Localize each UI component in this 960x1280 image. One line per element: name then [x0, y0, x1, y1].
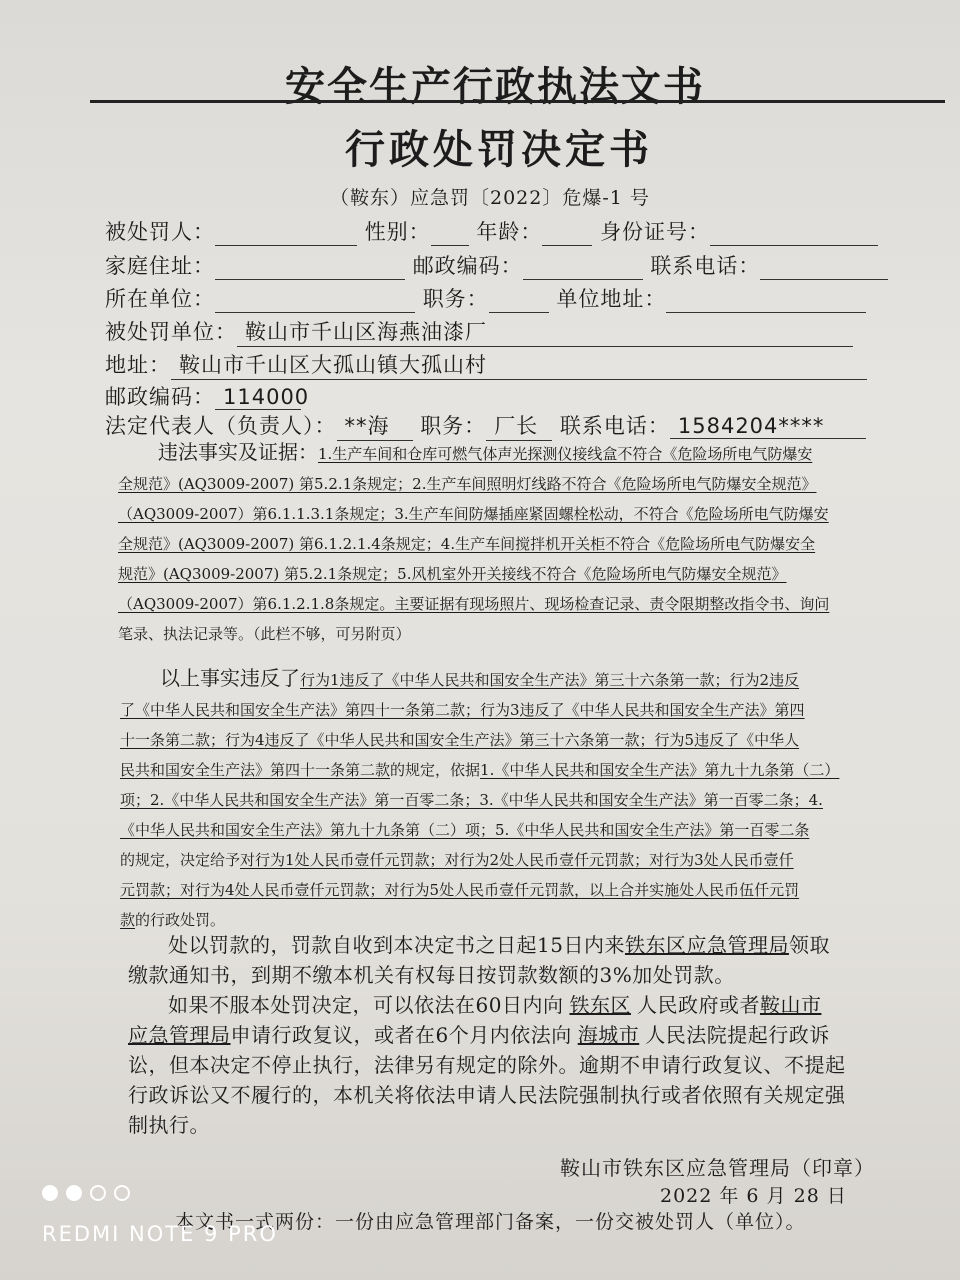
facts-line-1: 1.生产车间和仓库可燃气体声光探测仪接线盒不符合《危险场所电气防爆安	[318, 445, 813, 463]
facts-line-6: （AQ3009-2007）第6.1.2.1.8条规定。主要证据有现场照片、现场检查记录、责令限期整改指令书、询问	[118, 595, 830, 613]
unit-phone-label: 联系电话：	[559, 414, 670, 438]
person-age-label: 年龄：	[476, 220, 543, 244]
payment-line-1a: 处以罚款的，罚款自收到本决定书之日起15日内来	[168, 933, 625, 957]
violations-line-4b: 的规定，依据	[390, 761, 481, 779]
series-title: 安全生产行政执法文书	[285, 63, 705, 110]
violations-section	[120, 663, 890, 935]
watermark-dot-filled	[42, 1185, 58, 1201]
unit-postcode-value: 114000	[215, 385, 301, 410]
person-gender-field	[431, 225, 469, 246]
appeal-agency-2: 应急管理局	[128, 1023, 231, 1047]
appeal-gov: 铁东区	[569, 993, 631, 1017]
appeal-line-2b: 人民法院提起行政诉	[645, 1023, 830, 1047]
payment-agency: 铁东区应急管理局	[624, 933, 789, 957]
person-age-field	[542, 225, 592, 246]
facts-line-5: 规范》(AQ3009-2007) 第5.2.1条规定；5.风机室外开关接线不符合《危险场所电气防爆安全规范》	[118, 565, 787, 583]
appeal-line-3: 讼，但本决定不停止执行，法律另有规定的除外。逾期不申请行政复议、不提起	[128, 1053, 846, 1077]
camera-watermark-text: REDMI NOTE 9 PRO	[42, 1222, 278, 1246]
appeal-line-2a: 申请行政复议，或者在6个月内依法向	[230, 1023, 572, 1047]
issue-date: 2022 年 6 月 28 日	[660, 1185, 847, 1207]
person-employer-address-field	[666, 292, 866, 313]
unit-position-label: 职务：	[420, 414, 487, 438]
header-rule	[90, 100, 945, 103]
unit-postcode-row	[105, 381, 310, 411]
facts-line-4: 全规范》(AQ3009-2007) 第6.1.2.1.4条规定；4.生产车间搅拌机开关柜不符合《危险场所电气防爆安全	[118, 535, 816, 553]
appeal-court: 海城市	[577, 1023, 640, 1047]
camera-watermark-dots	[42, 1185, 130, 1201]
watermark-dot-outline	[90, 1185, 106, 1201]
person-position-label: 职务：	[422, 287, 489, 311]
unit-name-label: 被处罚单位：	[105, 320, 237, 344]
unit-name-value: 鞍山市千山区海燕油漆厂	[237, 316, 853, 347]
appeal-section	[128, 990, 888, 1140]
facts-label: 违法事实及证据：	[158, 440, 318, 464]
person-row-1	[105, 216, 878, 246]
person-phone-label: 联系电话：	[650, 254, 761, 278]
violations-line-9a: 款	[120, 911, 136, 929]
issuer: 鞍山市铁东区应急管理局（印章）	[560, 1156, 875, 1180]
violations-line-5: 项；2.《中华人民共和国安全生产法》第一百零二条；3.《中华人民共和国安全生产法》第一百零二条；4.	[120, 791, 823, 809]
person-gender-label: 性别：	[364, 220, 431, 244]
person-position-field	[489, 292, 549, 313]
person-postcode-field	[523, 259, 643, 280]
facts-line-7: 笔录、执法记录等。（此栏不够，可另附页）	[118, 625, 411, 643]
unit-position-value: 厂长	[486, 410, 552, 441]
person-address-field	[215, 259, 405, 280]
person-postcode-label: 邮政编码：	[412, 254, 523, 278]
unit-postcode-label: 邮政编码：	[105, 385, 215, 409]
violations-line-3: 十一条第二款；行为4违反了《中华人民共和国安全生产法》第三十六条第一款；行为5违反了《中华人	[120, 731, 800, 749]
facts-section	[118, 437, 888, 649]
person-row-3	[105, 283, 866, 313]
person-employer-address-label: 单位地址：	[556, 287, 667, 311]
facts-line-3: （AQ3009-2007）第6.1.1.3.1条规定；3.生产车间防爆插座紧固螺栓松动，不符合《危险场所电气防爆安	[118, 505, 829, 523]
appeal-line-5: 制执行。	[128, 1113, 210, 1137]
violations-line-7a: 的规定，决定给予	[120, 851, 241, 869]
unit-address-label: 地址：	[105, 353, 171, 377]
watermark-dot-filled	[66, 1185, 82, 1201]
violations-line-1: 行为1违反了《中华人民共和国安全生产法》第三十六条第一款；行为2违反	[300, 671, 800, 689]
person-phone-field	[760, 259, 888, 280]
person-employer-label: 所在单位：	[105, 287, 215, 311]
violations-line-4c: 1.《中华人民共和国安全生产法》第九十九条第（二）	[480, 761, 840, 779]
payment-line-1b: 领取	[788, 933, 830, 957]
appeal-line-1a: 如果不服本处罚决定，可以依法在60日内向	[168, 993, 564, 1017]
unit-address-value: 鞍山市千山区大孤山镇大孤山村	[171, 349, 867, 380]
person-id-field	[710, 225, 878, 246]
violations-line-8: 元罚款；对行为4处人民币壹仟元罚款；对行为5处人民币壹仟元罚款，以上合并实施处人民币伍仟元罚	[120, 881, 800, 899]
appeal-agency-1: 鞍山市	[759, 993, 822, 1017]
violations-line-2: 了《中华人民共和国安全生产法》第四十一条第二款；行为3违反了《中华人民共和国安全生产法》第四	[120, 701, 805, 719]
unit-rep-value: **海	[337, 410, 413, 441]
unit-phone-value: 1584204****	[670, 414, 866, 439]
appeal-line-4: 行政诉讼又不履行的，本机关将依法申请人民法院强制执行或者依照有关规定强	[128, 1083, 846, 1107]
violations-line-4a: 民共和国安全生产法》第四十一条第二款	[120, 761, 391, 779]
violations-line-9b: 的行政处罚。	[135, 911, 226, 929]
appeal-line-1b: 人民政府或者	[636, 993, 760, 1017]
violations-line-6: 《中华人民共和国安全生产法》第九十九条第（二）项；5.《中华人民共和国安全生产法》第一百零二条	[120, 821, 810, 839]
document-number: （鞍东）应急罚〔2022〕危爆-1 号	[330, 187, 650, 209]
unit-name-row	[105, 316, 853, 347]
unit-rep-label: 法定代表人（负责人）：	[105, 414, 337, 438]
facts-line-2: 全规范》(AQ3009-2007) 第5.2.1条规定；2.生产车间照明灯线路不符合《危险场所电气防爆安全规范》	[118, 475, 817, 493]
footer-note: 本文书一式两份：一份由应急管理部门备案，一份交被处罚人（单位）。	[175, 1211, 806, 1233]
person-name-label: 被处罚人：	[105, 220, 215, 244]
watermark-dot-outline	[114, 1185, 130, 1201]
person-address-label: 家庭住址：	[105, 254, 215, 278]
document-title: 行政处罚决定书	[345, 126, 653, 173]
unit-address-row	[105, 349, 867, 380]
person-row-2	[105, 250, 888, 280]
person-id-label: 身份证号：	[600, 220, 711, 244]
person-name-field	[215, 225, 357, 246]
violations-lead: 以上事实违反了	[160, 666, 300, 690]
violations-line-7b: 对行为1处人民币壹仟元罚款；对行为2处人民币壹仟元罚款；对行为3处人民币壹仟	[240, 851, 794, 869]
person-employer-field	[215, 292, 415, 313]
payment-line-2: 缴款通知书，到期不缴本机关有权每日按罚款数额的3%加处罚款。	[128, 963, 735, 987]
payment-section	[128, 930, 888, 990]
